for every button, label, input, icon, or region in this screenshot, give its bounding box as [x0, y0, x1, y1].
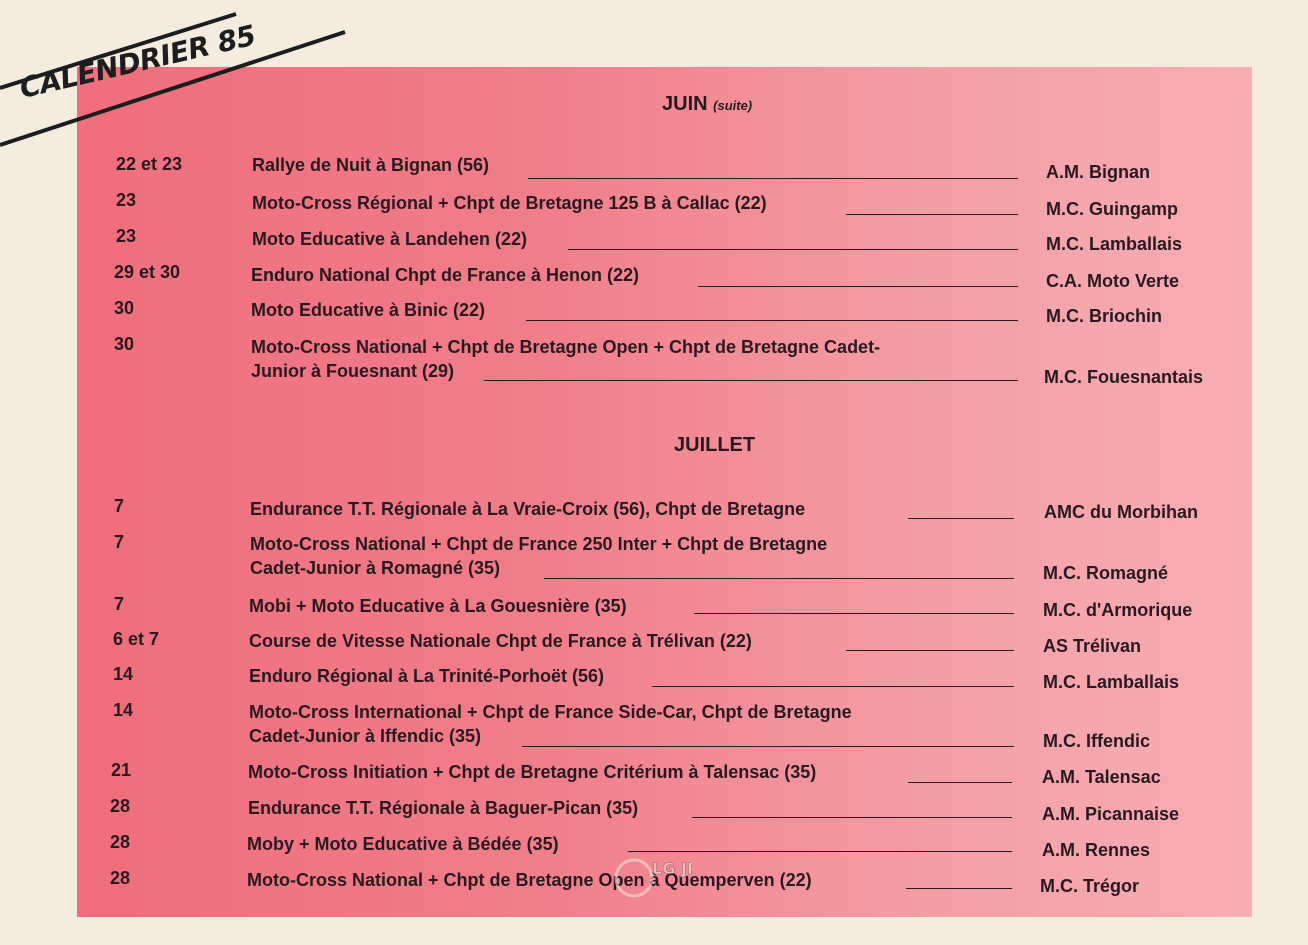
leader-line	[908, 782, 1012, 783]
event-title	[249, 700, 852, 748]
event-title-line2: Cadet-Junior à Iffendic (35)	[249, 726, 482, 746]
event-organizer: M.C. d'Armorique	[1043, 600, 1193, 620]
event-date: 28	[110, 832, 131, 852]
event-organizer: M.C. Lamballais	[1043, 672, 1180, 692]
section-title-juillet-text: JUILLET	[674, 434, 756, 456]
event-title: Enduro National Chpt de France à Henon (22)	[251, 265, 640, 285]
event-organizer: M.C. Trégor	[1040, 876, 1140, 896]
leader-line	[526, 320, 1018, 321]
leader-line	[528, 178, 1018, 179]
event-organizer: A.M. Bignan	[1046, 162, 1150, 182]
section-note-juin: (suite)	[713, 98, 753, 113]
event-date: 23	[116, 226, 137, 246]
event-organizer: AMC du Morbihan	[1044, 502, 1198, 522]
event-organizer: M.C. Lamballais	[1046, 234, 1183, 254]
leader-line	[906, 888, 1012, 889]
leader-line	[694, 613, 1014, 614]
event-organizer: A.M. Picannaise	[1042, 804, 1180, 824]
watermark-mark	[612, 848, 692, 908]
calendar-banner	[0, 0, 360, 160]
event-organizer: M.C. Fouesnantais	[1044, 367, 1204, 387]
event-title: Mobi + Moto Educative à La Gouesnière (35)	[249, 596, 627, 616]
event-date: 28	[110, 868, 131, 888]
event-date: 23	[116, 190, 137, 210]
event-title-line1: Moto-Cross National + Chpt de France 250 Inter + Chpt de Bretagne	[250, 534, 828, 554]
event-organizer: AS Trélivan	[1043, 636, 1142, 656]
event-title: Course de Vitesse Nationale Chpt de France à Trélivan (22)	[249, 631, 752, 651]
event-title-line2: Junior à Fouesnant (29)	[251, 361, 455, 381]
leader-line	[522, 746, 1014, 747]
leader-line	[652, 686, 1014, 687]
leader-line	[846, 650, 1014, 651]
event-organizer: M.C. Romagné	[1043, 563, 1169, 583]
event-date: 14	[113, 700, 134, 720]
leader-line	[544, 578, 1014, 579]
event-organizer: M.C. Briochin	[1046, 306, 1162, 326]
event-title: Rallye de Nuit à Bignan (56)	[252, 155, 490, 175]
event-title	[250, 532, 827, 580]
event-organizer: A.M. Rennes	[1042, 840, 1151, 860]
event-title: Moto-Cross National + Chpt de Bretagne Open à Quemperven (22)	[247, 870, 812, 890]
event-date: 7	[114, 496, 125, 516]
leader-line	[698, 286, 1018, 287]
watermark-text: LG J	[652, 859, 687, 878]
event-title: Moto Educative à Landehen (22)	[252, 229, 528, 249]
event-date: 28	[110, 796, 131, 816]
leader-line	[568, 249, 1018, 250]
event-title: Endurance T.T. Régionale à Baguer-Pican (35)	[248, 798, 639, 818]
banner-title: CALENDRIER 85	[16, 18, 259, 106]
leader-line	[692, 817, 1012, 818]
section-title-juin-text: JUIN	[662, 93, 708, 115]
event-date: 21	[111, 760, 132, 780]
event-title-line2: Cadet-Junior à Romagné (35)	[250, 558, 501, 578]
event-date: 6 et 7	[113, 629, 160, 649]
event-organizer: M.C. Guingamp	[1046, 199, 1178, 219]
watermark-logo	[612, 848, 692, 908]
leader-line	[908, 518, 1014, 519]
event-date: 29 et 30	[114, 262, 181, 282]
event-title: Moto Educative à Binic (22)	[251, 300, 486, 320]
event-title: Enduro Régional à La Trinité-Porhoët (56)	[249, 666, 605, 686]
event-title-line1: Moto-Cross National + Chpt de Bretagne Open + Chpt de Bretagne Cadet-	[251, 337, 881, 357]
event-organizer: M.C. Iffendic	[1043, 731, 1150, 751]
event-date: 14	[113, 664, 134, 684]
event-title: Moto-Cross Régional + Chpt de Bretagne 125 B à Callac (22)	[252, 193, 767, 213]
event-organizer: C.A. Moto Verte	[1046, 271, 1180, 291]
event-title-line1: Moto-Cross International + Chpt de France Side-Car, Chpt de Bretagne	[249, 702, 852, 722]
event-date: 30	[114, 334, 135, 354]
leader-line	[484, 380, 1018, 381]
event-date: 22 et 23	[116, 154, 183, 174]
leader-line	[846, 214, 1018, 215]
section-title-juin	[662, 93, 752, 116]
event-title	[251, 335, 880, 383]
event-title: Moto-Cross Initiation + Chpt de Bretagne Critérium à Talensac (35)	[248, 762, 817, 782]
event-date: 7	[114, 594, 125, 614]
event-date: 7	[114, 532, 125, 552]
event-organizer: A.M. Talensac	[1042, 767, 1161, 787]
event-title: Endurance T.T. Régionale à La Vraie-Croix (56), Chpt de Bretagne	[250, 499, 806, 519]
event-date: 30	[114, 298, 135, 318]
section-title-juillet	[674, 434, 755, 457]
event-title: Moby + Moto Educative à Bédée (35)	[247, 834, 559, 854]
